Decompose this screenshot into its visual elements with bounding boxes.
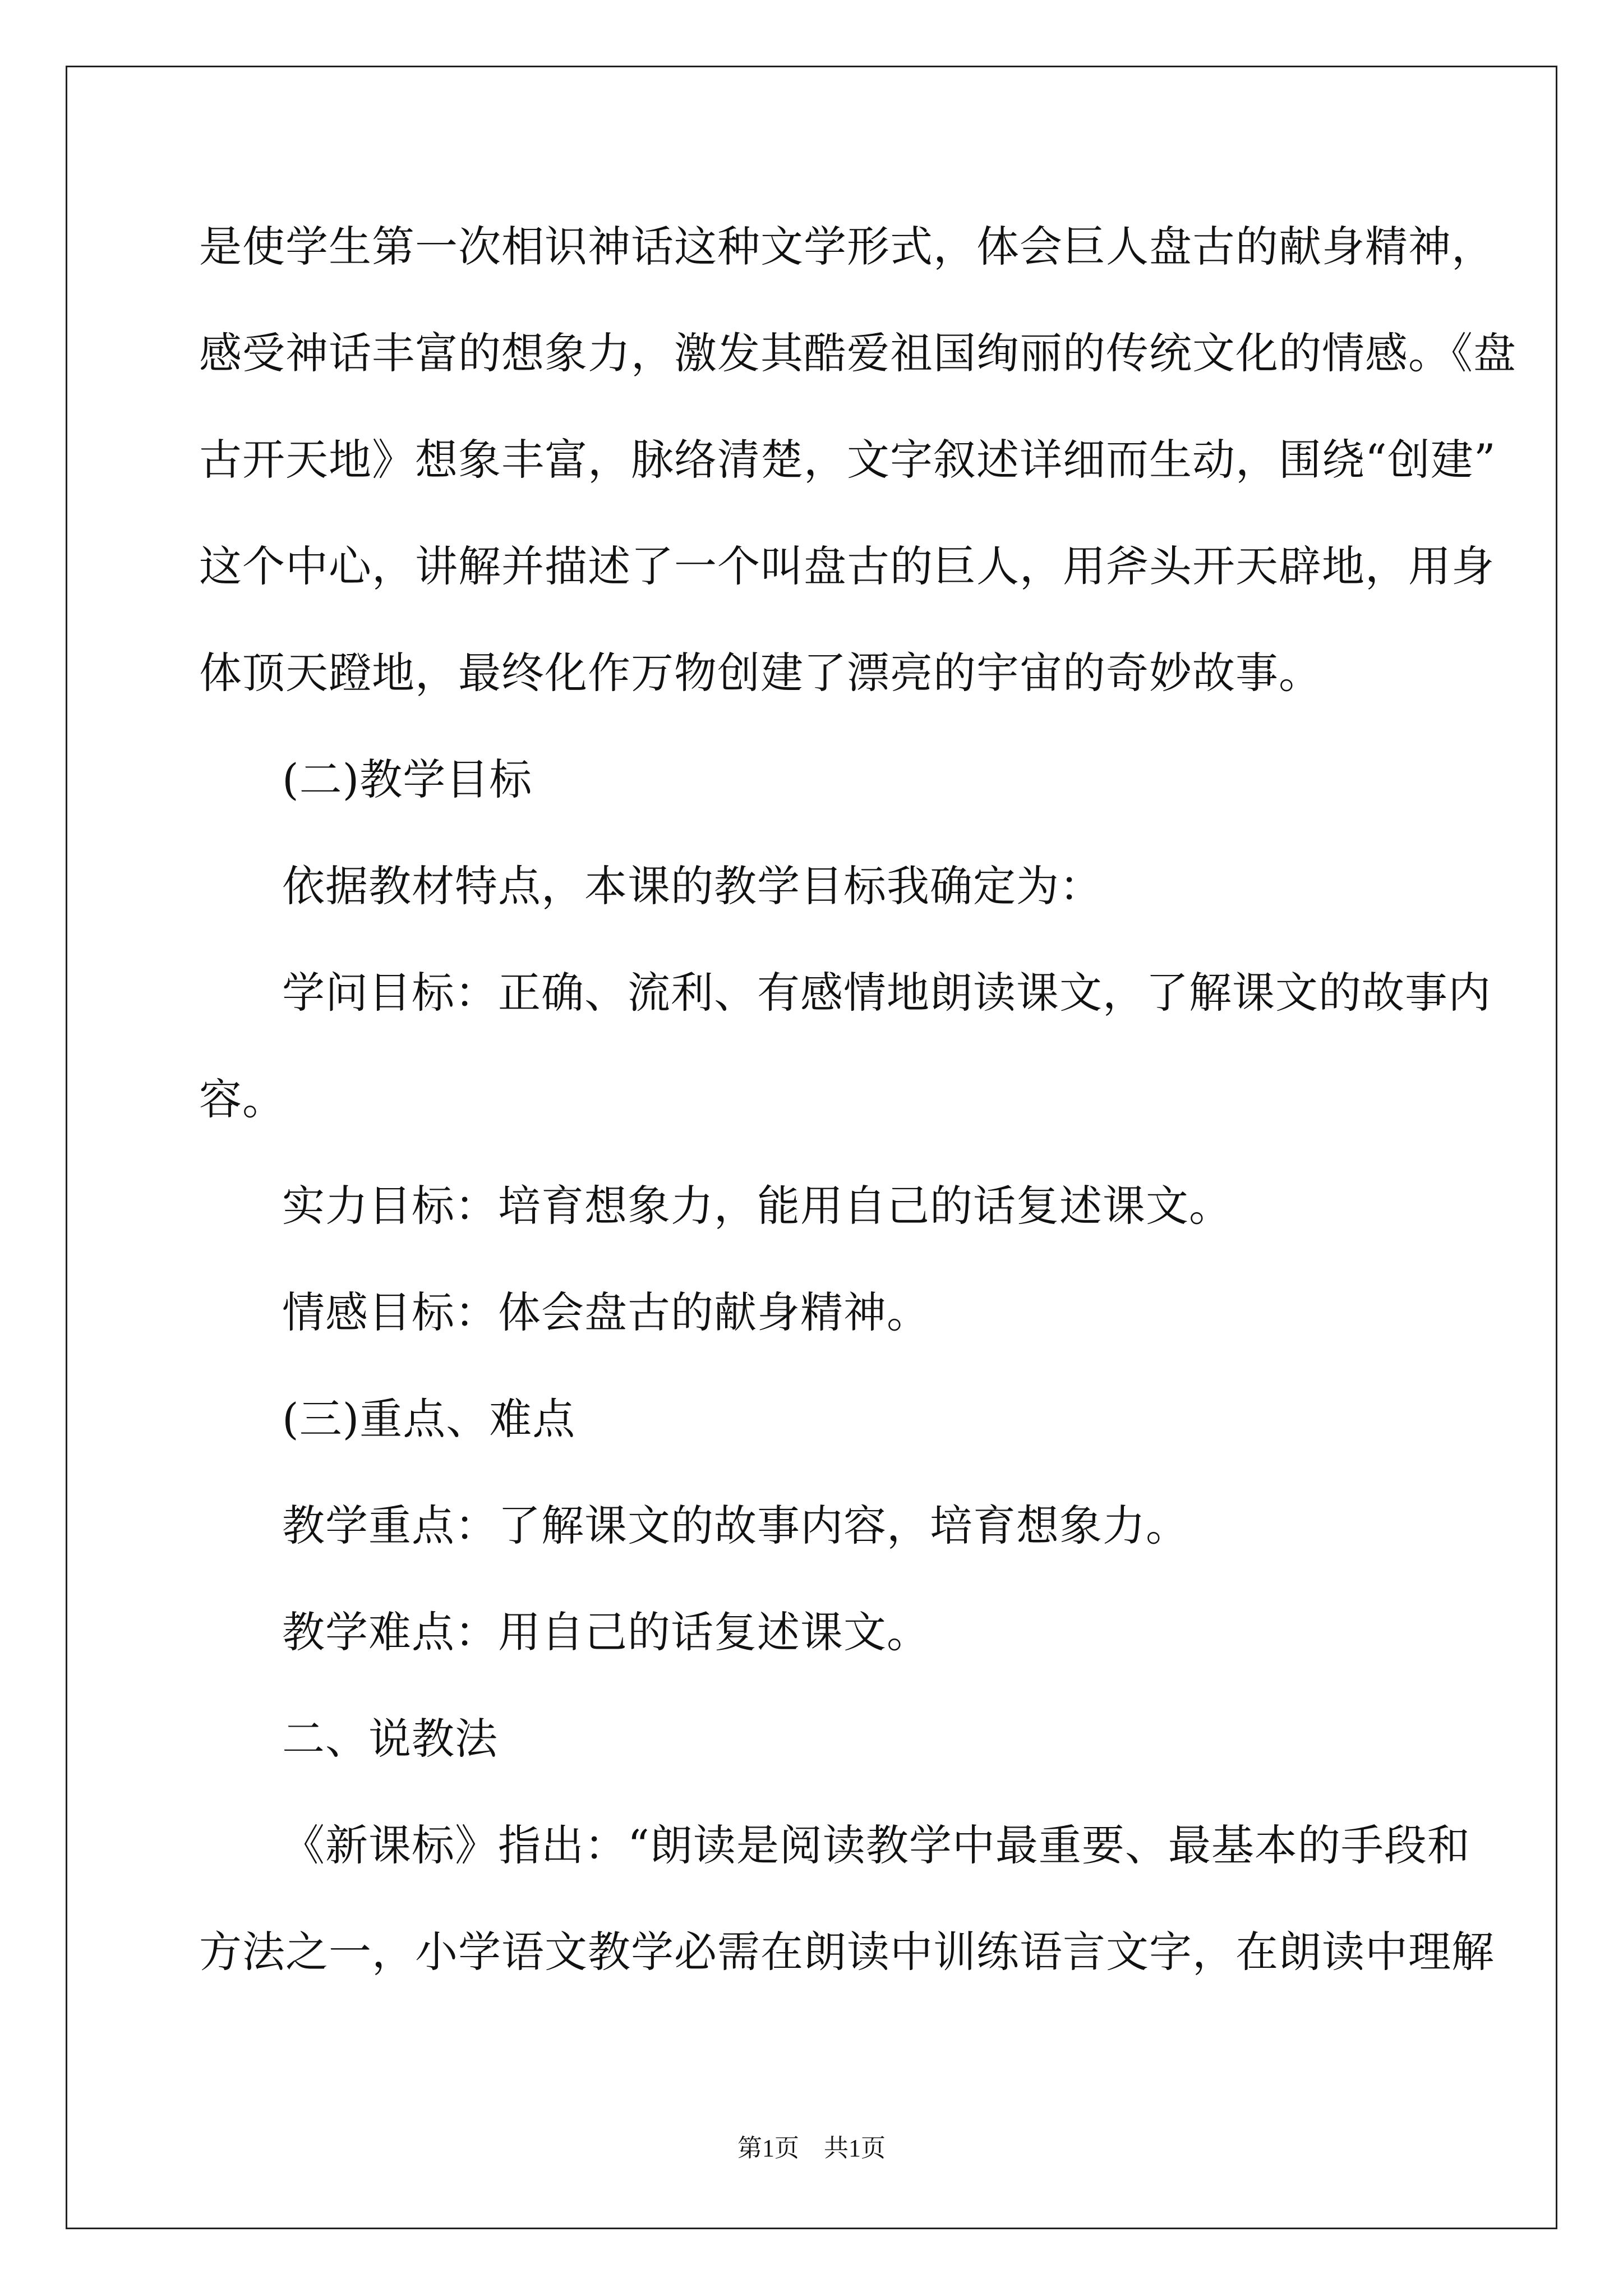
paragraph-line: 《新课标》指出：“朗读是阅读教学中最重要、最基本的手段和 xyxy=(282,1820,1470,1870)
paragraph-line: 学问目标：正确、流利、有感情地朗读课文，了解课文的故事内 xyxy=(282,968,1491,1018)
paragraph-line: 实力目标：培育想象力，能用自己的话复述课文。 xyxy=(282,1181,1232,1231)
paragraph-line: 教学重点：了解课文的故事内容，培育想象力。 xyxy=(282,1501,1189,1550)
paragraph-line: 是使学生第一次相识神话这种文学形式，体会巨人盘古的献身精神， xyxy=(199,222,1495,272)
paragraph-line: 方法之一，小学语文教学必需在朗读中训练语言文字，在朗读中理解 xyxy=(199,1927,1495,1977)
paragraph-line: 情感目标：体会盘古的献身精神。 xyxy=(282,1287,930,1337)
page-border xyxy=(66,66,1557,2229)
page-number-footer: 第1页 共1页 xyxy=(737,2134,886,2162)
section-heading: (三)重点、难点 xyxy=(282,1394,576,1444)
paragraph-line: 这个中心，讲解并描述了一个叫盘古的巨人，用斧头开天辟地，用身 xyxy=(199,541,1495,591)
paragraph-line: 教学难点：用自己的话复述课文。 xyxy=(282,1607,930,1657)
section-heading: (二)教学目标 xyxy=(282,754,533,804)
paragraph-line: 古开天地》想象丰富，脉络清楚，文字叙述详细而生动，围绕“创建” xyxy=(199,435,1496,485)
paragraph-line: 体顶天蹬地，最终化作万物创建了漂亮的宇宙的奇妙故事。 xyxy=(199,648,1322,698)
section-heading: 二、说教法 xyxy=(282,1714,498,1764)
paragraph-line: 依据教材特点，本课的教学目标我确定为： xyxy=(282,861,1103,911)
paragraph-line: 容。 xyxy=(199,1074,285,1124)
paragraph-line: 感受神话丰富的想象力，激发其酷爱祖国绚丽的传统文化的情感。《盘 xyxy=(199,328,1516,378)
